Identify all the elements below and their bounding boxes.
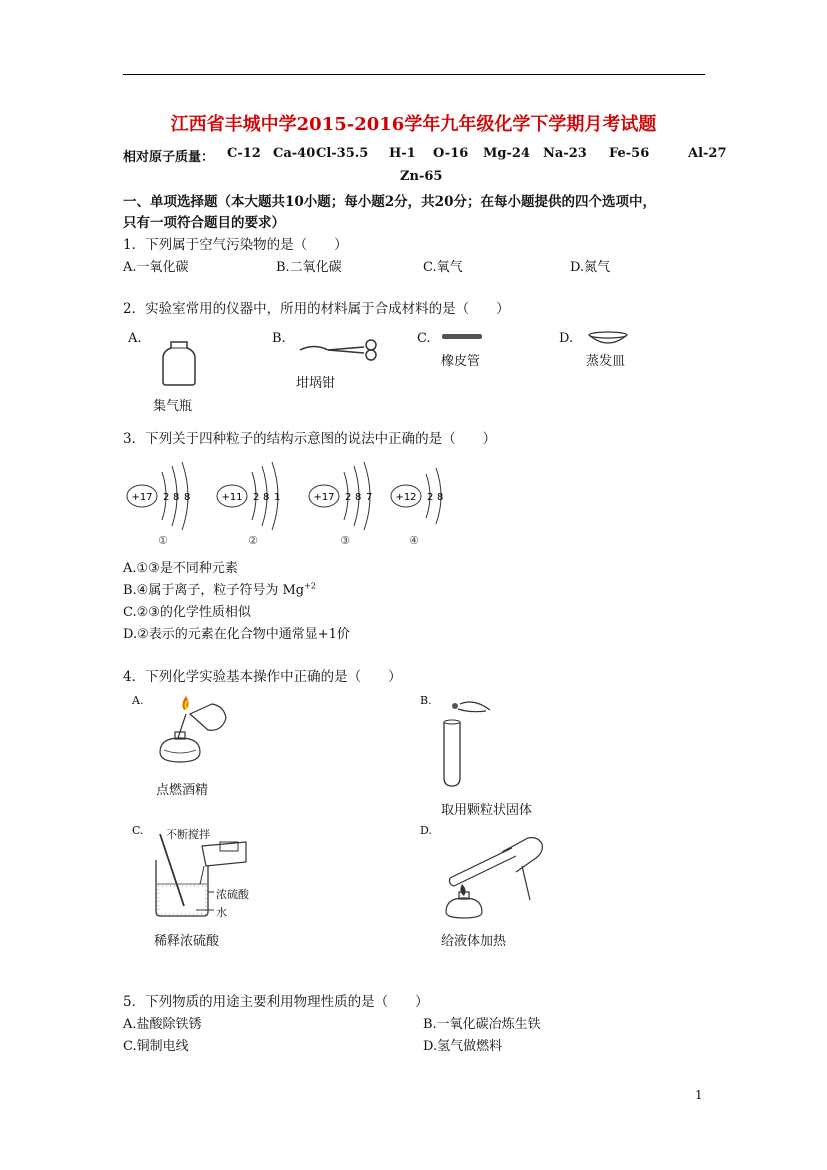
mass-item: Mg-24 (483, 146, 530, 161)
crucible-tongs-icon (298, 338, 384, 362)
q2-letter-c: C. (417, 331, 431, 346)
particle-2-shell-1: 2 (253, 492, 260, 503)
gas-jar-icon (162, 340, 196, 386)
q2-label-a: 集气瓶 (153, 399, 193, 414)
particle-2-nucleus: +11 (221, 492, 243, 503)
q4-letter-a: A. (132, 694, 144, 707)
q2-label-c: 橡皮管 (441, 354, 481, 369)
particle-4-mark: ④ (409, 534, 419, 547)
q2-letter-d: D. (559, 331, 574, 346)
header-rule (123, 74, 705, 75)
rubber-tube-icon (441, 333, 483, 341)
mass-item: Na-23 (543, 146, 587, 161)
test-tube-granule-icon (436, 700, 496, 790)
particle-1-diagram (127, 462, 190, 547)
page-number: 1 (695, 1088, 703, 1102)
particle-3-nucleus: +17 (313, 492, 335, 503)
q4-c-annotation-acid: 浓硫酸 (216, 888, 249, 901)
q1-stem: 1．下列属于空气污染物的是（ ） (123, 237, 348, 253)
particle-3-mark: ③ (340, 534, 350, 547)
q5-option-c: C.铜制电线 (123, 1039, 189, 1054)
q1-option-b: B.二氧化碳 (276, 260, 342, 275)
particle-3-shell-3: 7 (366, 492, 373, 503)
particle-1-mark: ① (158, 534, 168, 547)
section-heading-line2: 只有一项符合题目的要求） (123, 215, 285, 231)
q1-option-d: D.氮气 (570, 260, 611, 275)
particle-1-shell-2: 8 (173, 492, 180, 503)
mass-item: Fe-56 (609, 146, 650, 161)
section-heading-line1: 一、单项选择题（本大题共10小题；每小题2分，共20分；在每小题提供的四个选项中， (123, 194, 656, 210)
mass-item: H-1 (389, 146, 416, 161)
particle-diagrams (125, 460, 455, 550)
q5-option-a: A.盐酸除铁锈 (123, 1017, 202, 1032)
q4-letter-b: B. (420, 694, 432, 707)
particle-2-mark: ② (248, 534, 258, 547)
mass-item-wrapped: Zn-65 (400, 169, 443, 184)
particle-2-shell-3: 1 (274, 492, 281, 503)
q4-c-annotation-water: 水 (216, 906, 227, 919)
q5-option-b: B.一氧化碳冶炼生铁 (423, 1017, 541, 1032)
q2-stem: 2．实验室常用的仪器中，所用的材料属于合成材料的是（ ） (123, 301, 510, 317)
q3-option-c: C.②③的化学性质相似 (123, 605, 251, 620)
q1-option-c: C.氧气 (423, 260, 463, 275)
q4-label-d: 给液体加热 (441, 934, 507, 949)
q3-option-b-line (123, 579, 316, 598)
mass-item: O-16 (433, 146, 469, 161)
q1-option-a: A.一氧化碳 (123, 260, 189, 275)
q4-label-a: 点燃酒精 (156, 783, 209, 798)
mass-item: Al-27 (688, 146, 727, 161)
particle-3-shell-2: 8 (355, 492, 362, 503)
q2-label-b: 坩埚钳 (296, 376, 336, 391)
q4-c-annotation-stir: 不断搅拌 (166, 828, 210, 841)
particle-3-diagram (309, 462, 372, 547)
atomic-masses-label: 相对原子质量： (123, 150, 215, 165)
evaporating-dish-icon (586, 330, 630, 346)
q5-stem: 5．下列物质的用途主要利用物理性质的是（ ） (123, 994, 429, 1010)
q3-stem: 3．下列关于四种粒子的结构示意图的说法中正确的是（ ） (123, 431, 497, 447)
q2-label-d: 蒸发皿 (586, 354, 626, 369)
particle-4-diagram (391, 468, 443, 547)
q4-label-b: 取用颗粒状固体 (441, 803, 533, 818)
heating-liquid-icon (440, 826, 550, 922)
particle-2-shell-2: 8 (263, 492, 270, 503)
q4-stem: 4．下列化学实验基本操作中正确的是（ ） (123, 669, 402, 685)
q2-letter-a: A. (128, 331, 142, 346)
alcohol-lamp-lighting-icon (150, 692, 240, 772)
q5-option-d: D.氢气做燃料 (423, 1039, 503, 1054)
q2-letter-b: B. (272, 331, 286, 346)
particle-1-shell-3: 8 (184, 492, 191, 503)
mass-item: Ca-40 (273, 146, 316, 161)
q3-option-d: D.②表示的元素在化合物中通常显+1价 (123, 627, 350, 642)
particle-4-shell-1: 2 (427, 492, 434, 503)
particle-4-nucleus: +12 (395, 492, 417, 503)
q4-letter-c: C. (132, 824, 144, 837)
particle-2-diagram (217, 462, 280, 547)
q4-label-c: 稀释浓硫酸 (154, 934, 220, 949)
q3-option-b: B.④属于离子，粒子符号为 Mg (123, 583, 305, 598)
particle-4-shell-2: 8 (437, 492, 444, 503)
q3-ion-charge: +2 (304, 581, 316, 591)
exam-title: 江西省丰城中学2015-2016学年九年级化学下学期月考试题 (170, 114, 657, 135)
mass-item: C-12 (227, 146, 261, 161)
particle-3-shell-1: 2 (345, 492, 352, 503)
mass-item: Cl-35.5 (316, 146, 369, 161)
particle-1-nucleus: +17 (131, 492, 153, 503)
q3-option-a: A.①③是不同种元素 (123, 561, 238, 576)
q4-letter-d: D. (420, 824, 432, 837)
particle-1-shell-1: 2 (163, 492, 170, 503)
